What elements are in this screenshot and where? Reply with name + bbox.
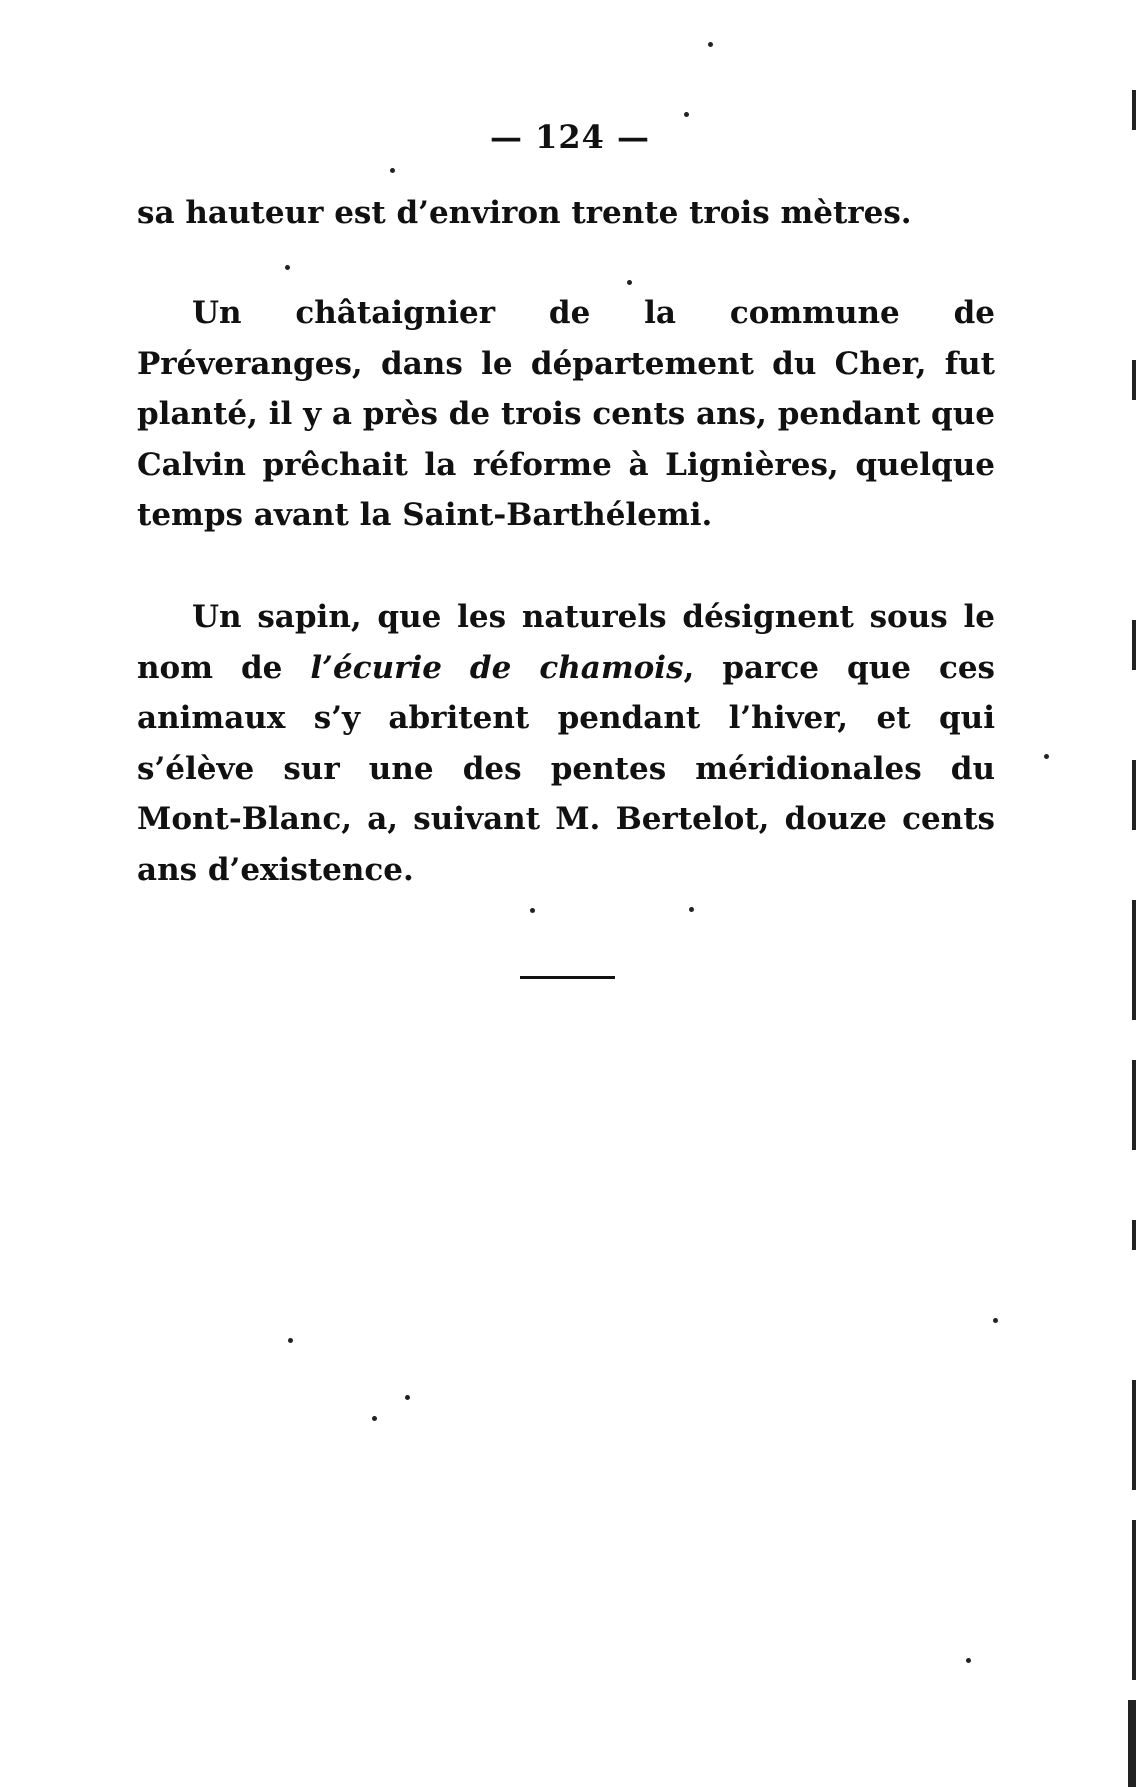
scan-speck bbox=[530, 908, 535, 913]
scan-speck bbox=[689, 907, 694, 912]
paragraph-fir-text bbox=[137, 592, 995, 895]
continued-line-text: sa hauteur est d’environ trente trois mètres. bbox=[137, 195, 912, 231]
paragraph-chestnut bbox=[137, 288, 995, 541]
paragraph-fir bbox=[137, 592, 995, 895]
scan-speck bbox=[684, 112, 689, 117]
scan-speck bbox=[627, 280, 632, 285]
paragraph-fir-italic: l’écurie de chamois bbox=[310, 649, 684, 686]
scan-speck bbox=[966, 1658, 971, 1663]
scan-speck bbox=[390, 168, 395, 173]
scan-speck bbox=[1044, 754, 1049, 759]
scan-speck bbox=[372, 1416, 377, 1421]
scan-speck bbox=[993, 1318, 998, 1323]
scan-speck bbox=[405, 1395, 410, 1400]
paragraph-fir-before: Un sapin, que les naturels désignent sous le nom de bbox=[137, 599, 995, 686]
scan-speck bbox=[288, 1338, 293, 1343]
paragraph-fir-after: , parce que ces animaux s’y abritent pendant l’hiver, et qui s’élève sur une des pentes méridionales du Mont-Blanc, a, suivant M. Bertelot, douze cents ans d’existence. bbox=[137, 649, 995, 888]
scan-speck bbox=[708, 42, 713, 47]
page-edge-shadow bbox=[1120, 0, 1140, 1787]
page-number: — 124 — bbox=[489, 118, 651, 156]
continued-line bbox=[137, 188, 995, 239]
section-end-rule bbox=[520, 976, 615, 979]
scan-speck bbox=[285, 265, 290, 270]
paragraph-chestnut-text: Un châtaignier de la commune de Préveranges, dans le département du Cher, fut planté, il y a près de trois cents ans, pendant que Calvin prêchait la réforme à Lignières, quelque temps avant la Saint-Barthélemi. bbox=[137, 295, 995, 533]
